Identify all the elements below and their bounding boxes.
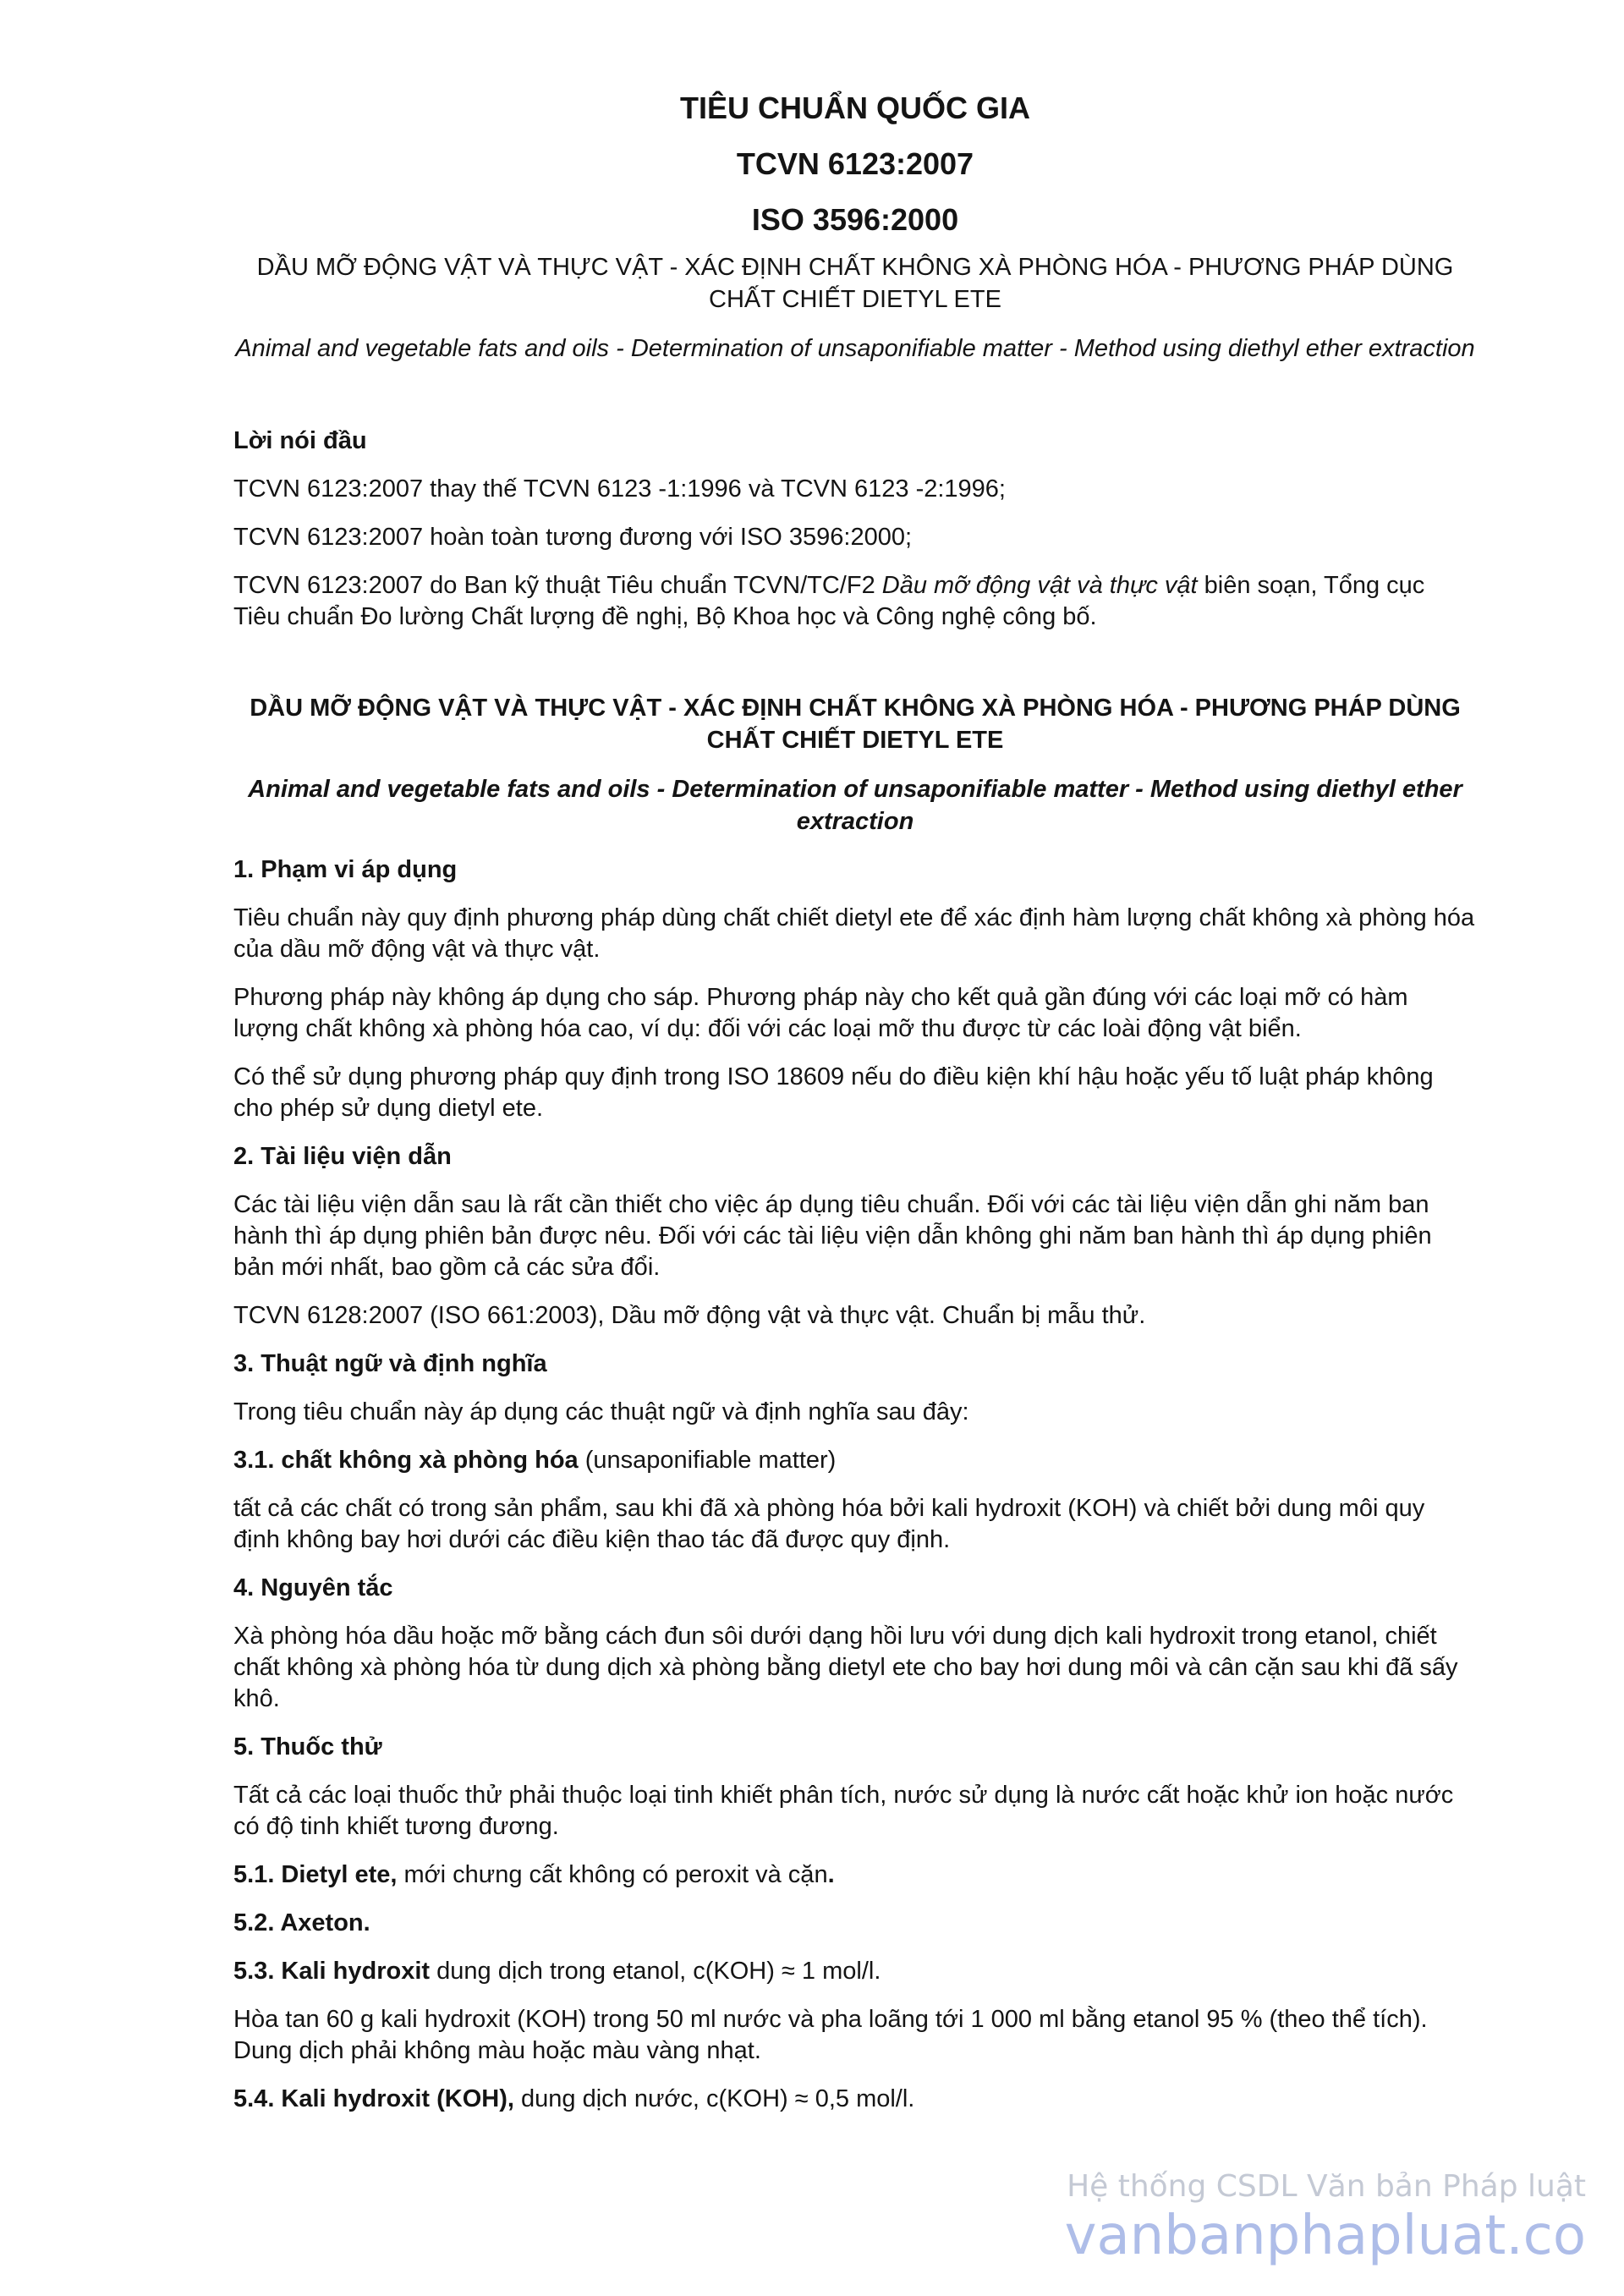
section-5-paragraph-1: Tất cả các loại thuốc thử phải thuộc loại tinh khiết phân tích, nước sử dụng là nước cất hoặc khử ion hoặc nước có độ tinh khiết tương đương. — [233, 1782, 1454, 1840]
national-standard-label: TIÊU CHUẨN QUỐC GIA — [680, 91, 1030, 125]
section-3-1-term-rest: (unsaponifiable matter) — [578, 1447, 837, 1474]
standard-number: TCVN 6123:2007 — [736, 146, 974, 181]
section-3-heading: 3. Thuật ngữ và định nghĩa — [233, 1350, 547, 1377]
foreword-p3-italic: Dầu mỡ động vật và thực vật — [881, 572, 1198, 599]
watermark-line-2: vanbanphapluat.co — [1064, 2205, 1586, 2267]
section-4-paragraph-1: Xà phòng hóa dầu hoặc mỡ bằng cách đun sôi dưới dạng hồi lưu với dung dịch kali hydroxit trong etanol, chiết chất không xà phòng hóa từ dung dịch xà phòng bằng dietyl ete cho bay hơi dung môi và cân cặn sau khi đã sấy khô. — [233, 1623, 1458, 1712]
watermark — [1065, 2168, 1586, 2266]
section-5-3 — [233, 1956, 1477, 1987]
section-1-paragraph-1: Tiêu chuẩn này quy định phương pháp dùng chất chiết dietyl ete để xác định hàm lượng chất không xà phòng hóa của dầu mỡ động vật và thực vật. — [233, 904, 1475, 963]
section-2-paragraph-2: TCVN 6128:2007 (ISO 661:2003), Dầu mỡ động vật và thực vật. Chuẩn bị mẫu thử. — [233, 1302, 1146, 1329]
section-5-1-end: . — [827, 1861, 835, 1888]
section-5-3-rest: dung dịch trong etanol, c(KOH) ≈ 1 mol/l. — [430, 1958, 881, 1985]
title-english: Animal and vegetable fats and oils - Determination of unsaponifiable matter - Method using diethyl ether extraction — [235, 335, 1475, 362]
section-3-1-term-bold: 3.1. chất không xà phòng hóa — [233, 1447, 579, 1474]
section-5-4 — [233, 2084, 1477, 2115]
section-2-heading: 2. Tài liệu viện dẫn — [233, 1143, 452, 1170]
section-5-4-rest: dung dịch nước, c(KOH) ≈ 0,5 mol/l. — [513, 2085, 915, 2112]
section-5-1-rest: mới chưng cất không có peroxit và cặn — [397, 1861, 828, 1888]
section-1-paragraph-3: Có thể sử dụng phương pháp quy định trong ISO 18609 nếu do điều kiện khí hậu hoặc yếu tố luật pháp không cho phép sử dụng dietyl ete. — [233, 1063, 1434, 1122]
title-vietnamese: DẦU MỠ ĐỘNG VẬT VÀ THỰC VẬT - XÁC ĐỊNH CHẤT KHÔNG XÀ PHÒNG HÓA - PHƯƠNG PHÁP DÙNG CHẤT CHIẾT DIETYL ETE — [256, 254, 1454, 313]
foreword-paragraph-1: TCVN 6123:2007 thay thế TCVN 6123 -1:1996 và TCVN 6123 -2:1996; — [233, 475, 1006, 503]
body-title-english: Animal and vegetable fats and oils - Determination of unsaponifiable matter - Method using diethyl ether extraction — [248, 776, 1462, 835]
watermark-line-1: Hệ thống CSDL Văn bản Pháp luật — [1067, 2169, 1586, 2204]
section-4-heading: 4. Nguyên tắc — [233, 1574, 393, 1601]
section-5-2-bold: 5.2. Axeton. — [233, 1909, 370, 1936]
section-5-3-paragraph: Hòa tan 60 g kali hydroxit (KOH) trong 50 ml nước và pha loãng tới 1 000 ml bằng etanol 95 % (theo thể tích). Dung dịch phải không màu hoặc màu vàng nhạt. — [233, 2006, 1428, 2064]
section-5-1 — [233, 1859, 1477, 1891]
body-title-vietnamese: DẦU MỠ ĐỘNG VẬT VÀ THỰC VẬT - XÁC ĐỊNH CHẤT KHÔNG XÀ PHÒNG HÓA - PHƯƠNG PHÁP DÙNG CHẤT CHIẾT DIETYL ETE — [250, 695, 1461, 754]
foreword-paragraph-3 — [233, 570, 1477, 633]
section-1-heading: 1. Phạm vi áp dụng — [233, 856, 458, 883]
section-5-1-bold: 5.1. Dietyl ete, — [233, 1861, 398, 1888]
iso-number: ISO 3596:2000 — [751, 202, 959, 237]
section-5-heading: 5. Thuốc thử — [233, 1733, 382, 1760]
section-1-paragraph-2: Phương pháp này không áp dụng cho sáp. Phương pháp này cho kết quả gần đúng với các loại mỡ có hàm lượng chất không xà phòng hóa cao, ví dụ: đối với các loại mỡ thu được từ các loài động vật biển. — [233, 984, 1408, 1042]
section-5-2 — [233, 1908, 1477, 1939]
section-3-1-definition: tất cả các chất có trong sản phẩm, sau khi đã xà phòng hóa bởi kali hydroxit (KOH) và chiết bởi dung môi quy định không bay hơi dưới các điều kiện thao tác đã được quy định. — [233, 1495, 1425, 1553]
foreword-p3-text-a: TCVN 6123:2007 do Ban kỹ thuật Tiêu chuẩn TCVN/TC/F2 — [233, 572, 882, 599]
section-3-paragraph-1: Trong tiêu chuẩn này áp dụng các thuật ngữ và định nghĩa sau đây: — [233, 1398, 969, 1425]
section-5-3-bold: 5.3. Kali hydroxit — [233, 1958, 431, 1985]
document-page — [233, 89, 1477, 2132]
foreword-p3-text-b: biên soạn, Tổng cục Tiêu chuẩn Đo lường Chất lượng đề nghị, Bộ Khoa học và Công nghệ công bố. — [233, 572, 1425, 630]
section-2-paragraph-1: Các tài liệu viện dẫn sau là rất cần thiết cho việc áp dụng tiêu chuẩn. Đối với các tài liệu viện dẫn ghi năm ban hành thì áp dụng phiên bản được nêu. Đối với các tài liệu viện dẫn không ghi năm ban hành thì áp dụng phiên bản mới nhất, bao gồm cả các sửa đổi. — [233, 1191, 1432, 1281]
section-3-1-term — [233, 1445, 1477, 1476]
foreword-paragraph-2: TCVN 6123:2007 hoàn toàn tương đương với ISO 3596:2000; — [233, 524, 913, 551]
foreword-heading: Lời nói đầu — [233, 427, 367, 454]
section-5-4-bold: 5.4. Kali hydroxit (KOH), — [233, 2085, 514, 2112]
